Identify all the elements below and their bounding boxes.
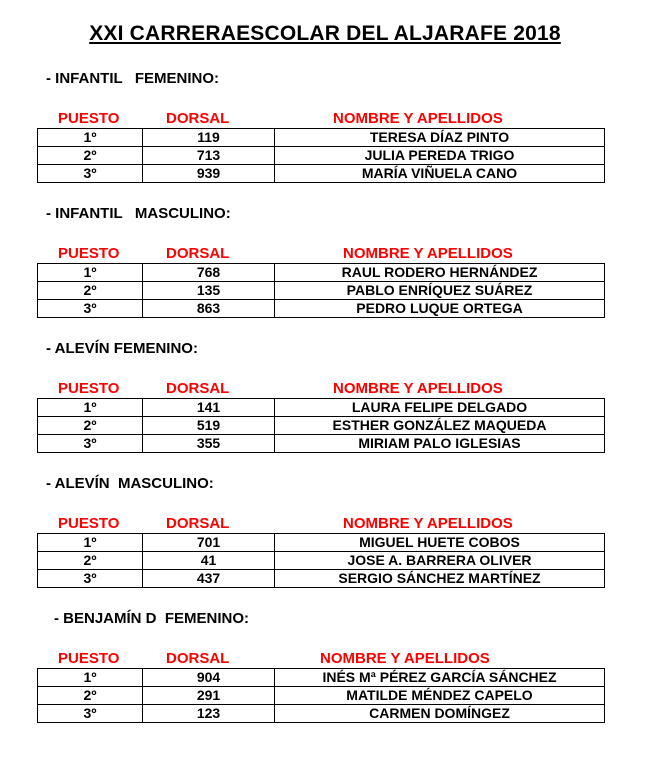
cell-puesto: 1º: [38, 399, 143, 417]
cell-dorsal: 41: [143, 552, 275, 570]
table-row: [38, 300, 605, 318]
cell-nombre: JOSE A. BARRERA OLIVER: [275, 552, 605, 570]
section-title: - INFANTIL FEMENINO:: [46, 70, 220, 87]
cell-nombre: MIRIAM PALO IGLESIAS: [275, 435, 605, 453]
cell-puesto: 2º: [38, 282, 143, 300]
results-table: [37, 398, 605, 453]
cell-dorsal: 119: [143, 129, 275, 147]
cell-dorsal: 437: [143, 570, 275, 588]
table-row: [38, 687, 605, 705]
cell-nombre: INÉS Mª PÉREZ GARCÍA SÁNCHEZ: [275, 669, 605, 687]
results-table: [37, 128, 605, 183]
header-nombre: NOMBRE Y APELLIDOS: [320, 650, 490, 667]
page-title: XXI CARRERAESCOLAR DEL ALJARAFE 2018: [89, 22, 561, 45]
cell-dorsal: 141: [143, 399, 275, 417]
header-dorsal: DORSAL: [166, 380, 230, 397]
results-table: [37, 668, 605, 723]
table-row: [38, 570, 605, 588]
table-row: [38, 417, 605, 435]
cell-puesto: 1º: [38, 129, 143, 147]
cell-nombre: CARMEN DOMÍNGEZ: [275, 705, 605, 723]
cell-puesto: 3º: [38, 705, 143, 723]
section-title: - ALEVÍN FEMENINO:: [46, 340, 198, 357]
table-row: [38, 282, 605, 300]
header-dorsal: DORSAL: [166, 650, 230, 667]
cell-nombre: MARÍA VIÑUELA CANO: [275, 165, 605, 183]
cell-dorsal: 123: [143, 705, 275, 723]
cell-puesto: 2º: [38, 147, 143, 165]
cell-dorsal: 768: [143, 264, 275, 282]
cell-puesto: 1º: [38, 534, 143, 552]
cell-dorsal: 713: [143, 147, 275, 165]
cell-nombre: LAURA FELIPE DELGADO: [275, 399, 605, 417]
cell-dorsal: 135: [143, 282, 275, 300]
cell-nombre: RAUL RODERO HERNÁNDEZ: [275, 264, 605, 282]
header-puesto: PUESTO: [58, 380, 120, 397]
cell-dorsal: 519: [143, 417, 275, 435]
table-row: [38, 399, 605, 417]
table-row: [38, 147, 605, 165]
cell-dorsal: 904: [143, 669, 275, 687]
header-puesto: PUESTO: [58, 650, 120, 667]
table-row: [38, 264, 605, 282]
table-row: [38, 669, 605, 687]
table-row: [38, 435, 605, 453]
cell-dorsal: 291: [143, 687, 275, 705]
cell-nombre: PEDRO LUQUE ORTEGA: [275, 300, 605, 318]
results-table: [37, 533, 605, 588]
table-row: [38, 552, 605, 570]
header-puesto: PUESTO: [58, 110, 120, 127]
header-nombre: NOMBRE Y APELLIDOS: [343, 245, 513, 262]
cell-puesto: 2º: [38, 417, 143, 435]
cell-puesto: 2º: [38, 687, 143, 705]
header-dorsal: DORSAL: [166, 245, 230, 262]
cell-nombre: PABLO ENRÍQUEZ SUÁREZ: [275, 282, 605, 300]
header-nombre: NOMBRE Y APELLIDOS: [333, 380, 503, 397]
cell-puesto: 1º: [38, 264, 143, 282]
cell-dorsal: 701: [143, 534, 275, 552]
cell-nombre: MIGUEL HUETE COBOS: [275, 534, 605, 552]
table-row: [38, 129, 605, 147]
cell-nombre: ESTHER GONZÁLEZ MAQUEDA: [275, 417, 605, 435]
cell-puesto: 1º: [38, 669, 143, 687]
cell-puesto: 3º: [38, 165, 143, 183]
cell-nombre: SERGIO SÁNCHEZ MARTÍNEZ: [275, 570, 605, 588]
cell-dorsal: 355: [143, 435, 275, 453]
header-dorsal: DORSAL: [166, 515, 230, 532]
cell-nombre: JULIA PEREDA TRIGO: [275, 147, 605, 165]
header-dorsal: DORSAL: [166, 110, 230, 127]
header-puesto: PUESTO: [58, 515, 120, 532]
header-puesto: PUESTO: [58, 245, 120, 262]
cell-nombre: MATILDE MÉNDEZ CAPELO: [275, 687, 605, 705]
section-title: - INFANTIL MASCULINO:: [46, 205, 231, 222]
cell-dorsal: 863: [143, 300, 275, 318]
table-row: [38, 165, 605, 183]
table-row: [38, 534, 605, 552]
table-row: [38, 705, 605, 723]
cell-nombre: TERESA DÍAZ PINTO: [275, 129, 605, 147]
results-table: [37, 263, 605, 318]
cell-puesto: 3º: [38, 570, 143, 588]
section-title: - ALEVÍN MASCULINO:: [46, 475, 214, 492]
cell-puesto: 3º: [38, 300, 143, 318]
header-nombre: NOMBRE Y APELLIDOS: [343, 515, 513, 532]
cell-puesto: 2º: [38, 552, 143, 570]
section-title: - BENJAMÍN D FEMENINO:: [54, 610, 249, 627]
cell-dorsal: 939: [143, 165, 275, 183]
cell-puesto: 3º: [38, 435, 143, 453]
header-nombre: NOMBRE Y APELLIDOS: [333, 110, 503, 127]
